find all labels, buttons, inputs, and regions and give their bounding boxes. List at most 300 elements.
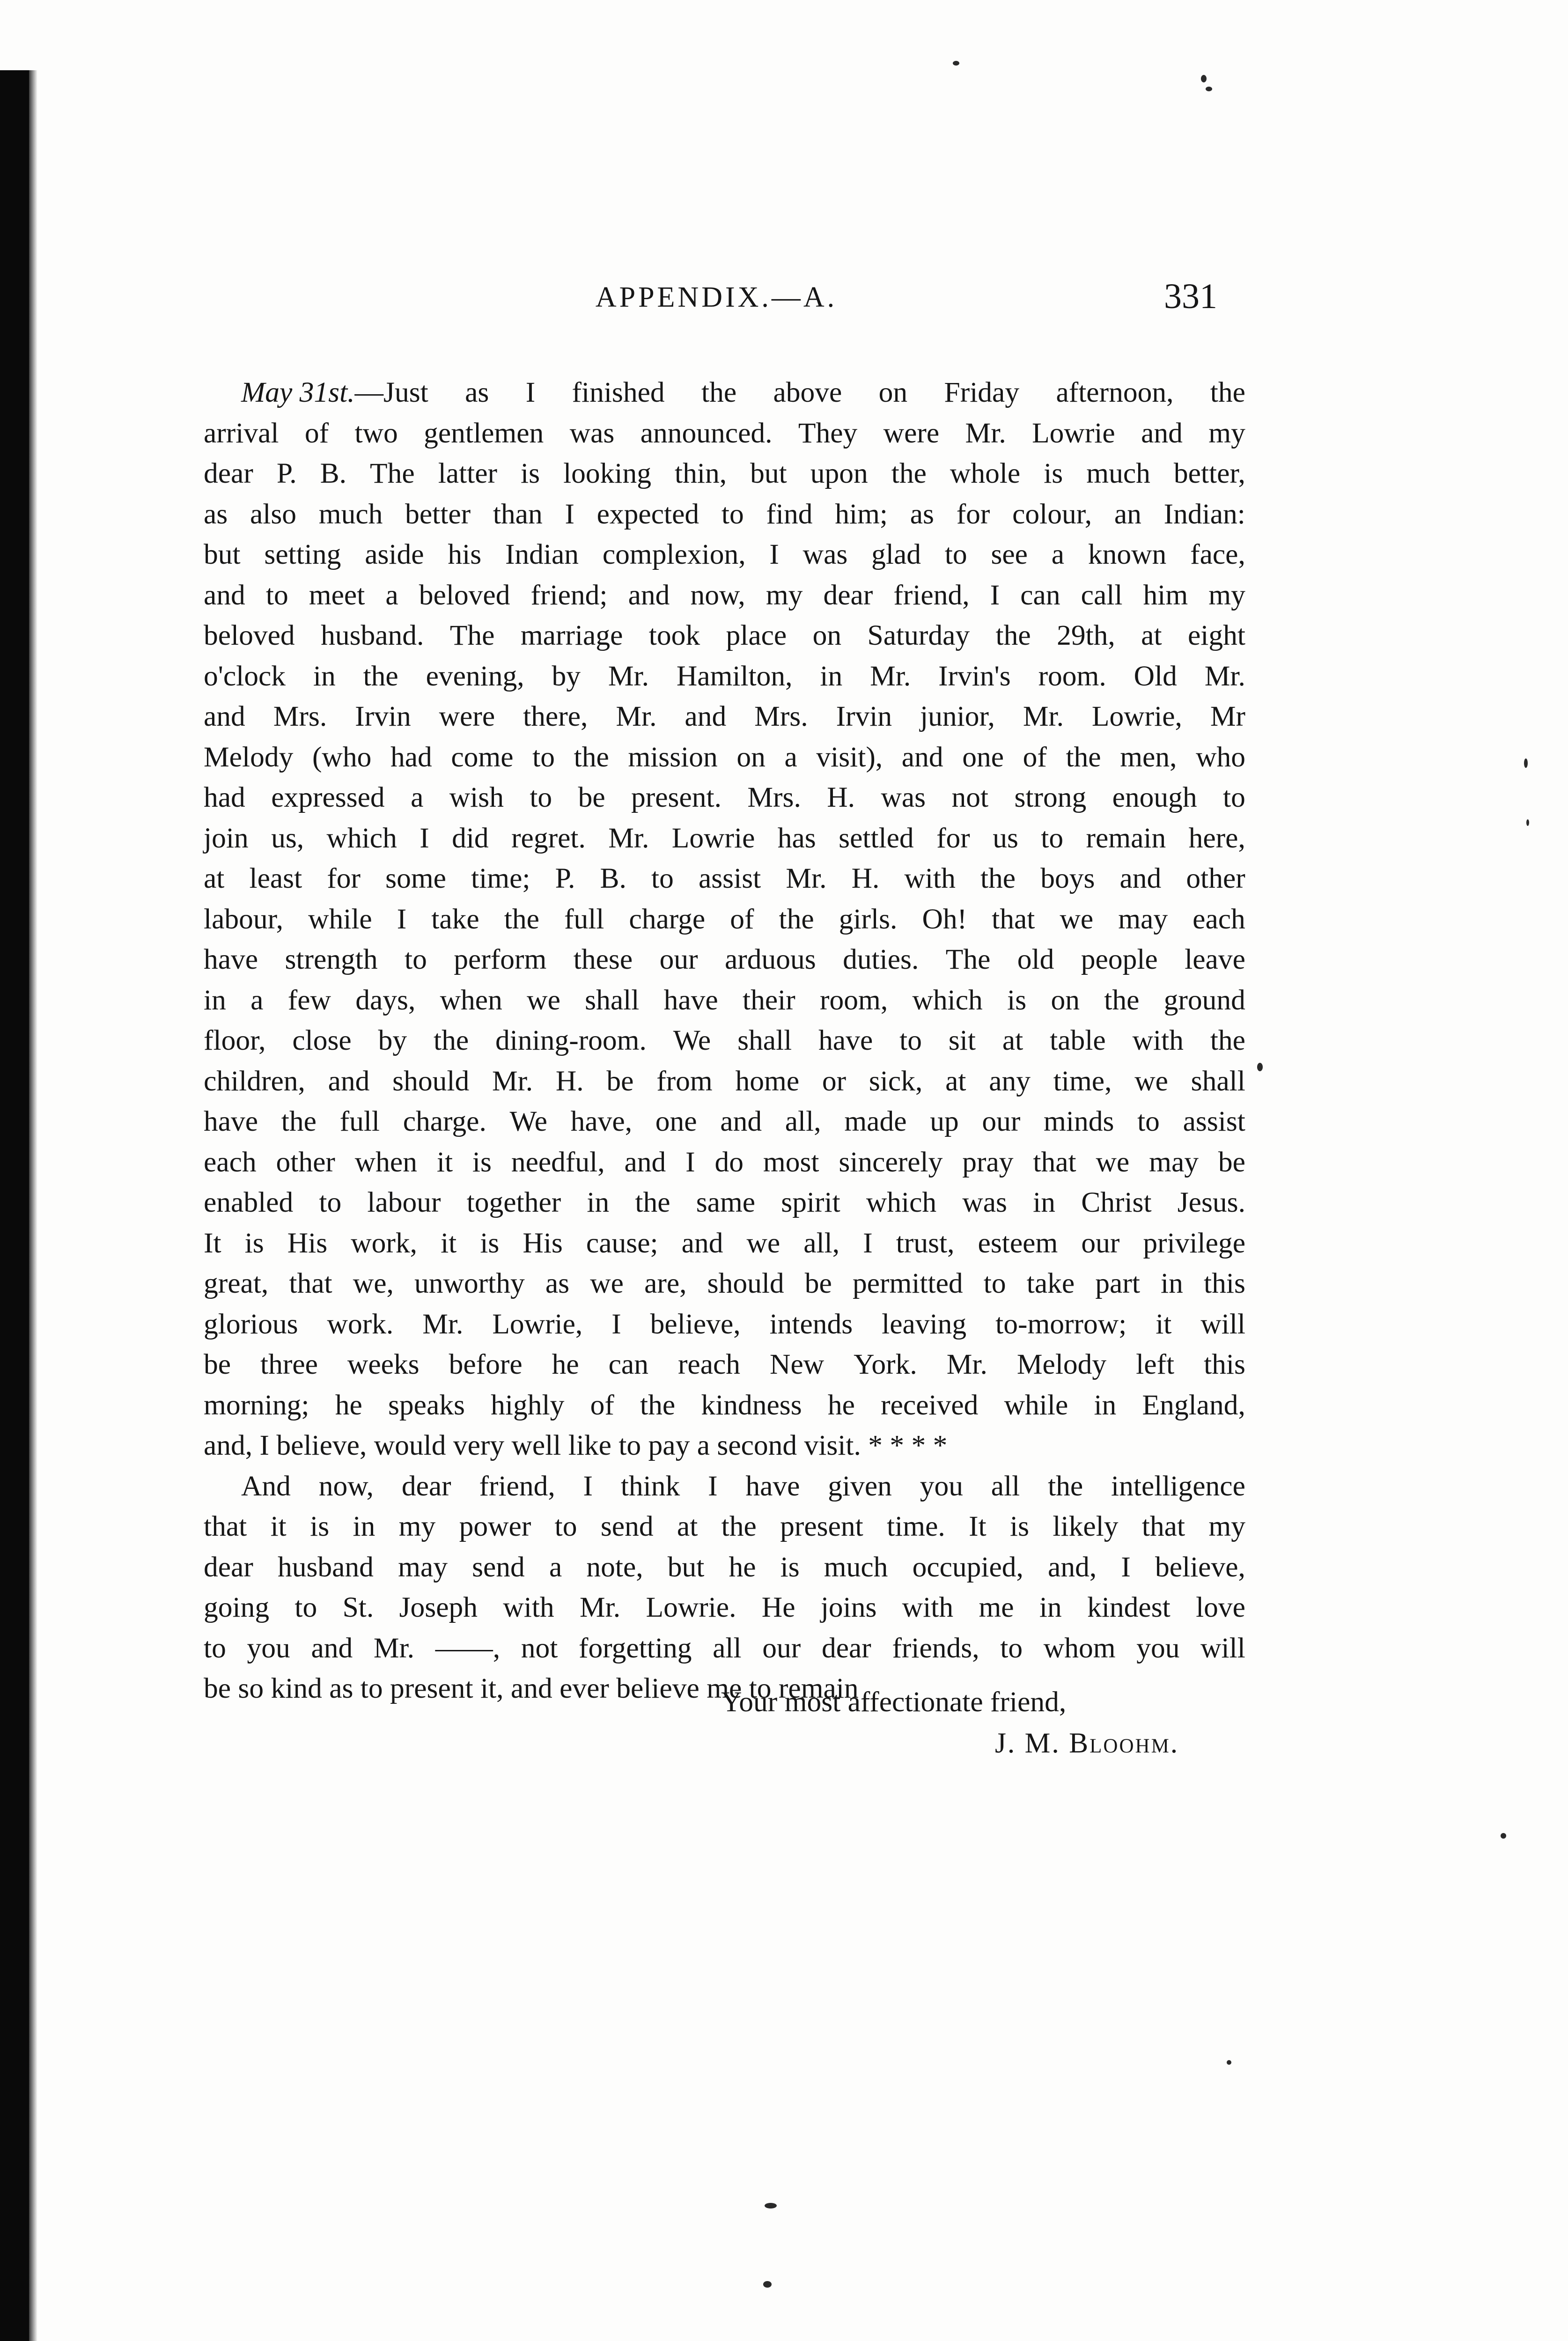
text-line [204, 494, 1245, 535]
word: my [1208, 1510, 1245, 1542]
word: was [569, 417, 615, 449]
word: with [904, 862, 956, 894]
word: regret. [511, 822, 586, 854]
word: and [1119, 862, 1162, 894]
word: intends [769, 1308, 853, 1340]
word: and [628, 579, 670, 611]
word: B. [600, 862, 626, 894]
word: least [249, 862, 302, 894]
word: the [980, 862, 1016, 894]
word: Mrs. [273, 700, 327, 732]
word: than [493, 498, 543, 530]
word: for [936, 822, 970, 854]
word: of [730, 903, 754, 935]
word: an [1114, 498, 1141, 530]
word: we, [353, 1267, 394, 1299]
paragraph-2-first-line [204, 1466, 1245, 1507]
first-line-rest [355, 372, 1245, 413]
word: of [1023, 741, 1047, 773]
word: He [761, 1591, 795, 1623]
word: now, [690, 579, 745, 611]
word: him; [835, 498, 888, 530]
word: take [1026, 1267, 1075, 1299]
word: sick, [869, 1065, 923, 1097]
word: arrival [204, 417, 279, 449]
word: the [1048, 1470, 1083, 1502]
word: the [995, 619, 1031, 651]
word: is [1007, 984, 1027, 1016]
word: floor, [204, 1024, 266, 1056]
word: joins [820, 1591, 877, 1623]
text-line [204, 534, 1245, 575]
word: Mr. [608, 822, 649, 854]
word: that [204, 1510, 247, 1542]
word: close [292, 1024, 352, 1056]
text-line [204, 899, 1245, 940]
word: is [480, 1227, 500, 1259]
word: labour [367, 1186, 441, 1218]
paragraph-1-last-line: and, I believe, would very well like to pay a second visit. * * * * [204, 1429, 948, 1461]
text-line [204, 1020, 1245, 1061]
word: and [204, 700, 245, 732]
word: on [878, 376, 908, 408]
word: sincerely [839, 1146, 943, 1178]
word: permitted [852, 1267, 963, 1299]
word: England, [1142, 1389, 1245, 1421]
word: by [552, 660, 581, 692]
word: I [685, 1146, 695, 1178]
word: he [335, 1389, 362, 1421]
word: 29th, [1057, 619, 1115, 651]
word: in [587, 1186, 610, 1218]
signature: J. M. Bloohm. [995, 1727, 1179, 1759]
word: in [353, 1510, 375, 1542]
word: Mr. [786, 862, 827, 894]
word: had [390, 741, 432, 773]
word: my [1208, 417, 1245, 449]
word: may [1149, 1146, 1199, 1178]
word: in [1033, 1186, 1056, 1218]
word: friend; [530, 579, 608, 611]
word: needful, [511, 1146, 605, 1178]
word: perform [454, 943, 547, 975]
text-line [204, 939, 1245, 980]
word: we [527, 984, 560, 1016]
word: to [721, 498, 744, 530]
word: my [398, 1510, 436, 1542]
word: shall [737, 1024, 792, 1056]
word: P. [555, 862, 575, 894]
word: Melody [1016, 1348, 1107, 1380]
word: to [554, 1510, 577, 1542]
word: dear [401, 1470, 451, 1502]
word: from [656, 1065, 713, 1097]
word: eight [1187, 619, 1245, 651]
word: received [881, 1389, 979, 1421]
word: forgetting [579, 1632, 692, 1664]
word: Lowrie. [646, 1591, 736, 1623]
word: arduous [724, 943, 816, 975]
word: dear [204, 1551, 253, 1583]
word: I [769, 538, 779, 570]
word: at [204, 862, 225, 894]
word: shall [1191, 1065, 1245, 1097]
word: the [504, 903, 539, 935]
word: men, [1120, 741, 1177, 773]
word: a [411, 781, 424, 813]
word: have [663, 984, 718, 1016]
word: we [746, 1227, 780, 1259]
word: some [385, 862, 446, 894]
word: to [1041, 822, 1064, 854]
word: occupied, [912, 1551, 1023, 1583]
word: weeks [347, 1348, 420, 1380]
word: to [899, 1024, 922, 1056]
word: the [1210, 376, 1245, 408]
word: have [818, 1024, 873, 1056]
word: send [472, 1551, 525, 1583]
word: given [828, 1470, 892, 1502]
scan-speck [763, 2281, 772, 2288]
word: to [1137, 1105, 1160, 1137]
word: together [466, 1186, 561, 1218]
word: in [1161, 1267, 1183, 1299]
word: are, [644, 1267, 687, 1299]
word: going [204, 1591, 270, 1623]
word: that [289, 1267, 332, 1299]
word: His [287, 1227, 328, 1259]
word: before [449, 1348, 523, 1380]
word: Oh! [922, 903, 967, 935]
word: great, [204, 1267, 269, 1299]
word: the [640, 1389, 676, 1421]
word: Mr. [580, 1591, 621, 1623]
word: trust, [896, 1227, 955, 1259]
word: on [812, 619, 842, 651]
word: have, [570, 1105, 633, 1137]
word: York. [854, 1348, 917, 1380]
word: we [1096, 1146, 1130, 1178]
text-line [204, 656, 1245, 697]
word: a [250, 984, 264, 1016]
word: the [574, 741, 609, 773]
word: meet [309, 579, 365, 611]
word: I [420, 822, 429, 854]
word: announced. [640, 417, 773, 449]
word: left [1136, 1348, 1175, 1380]
word: and [720, 1105, 762, 1137]
word: to [1223, 781, 1245, 813]
word: Mr. [616, 700, 657, 732]
word: the [779, 903, 814, 935]
word: was [881, 781, 926, 813]
word: time, [1053, 1065, 1112, 1097]
word: Saturday [867, 619, 970, 651]
word: had [204, 781, 245, 813]
word: their [743, 984, 795, 1016]
word: and [681, 1227, 723, 1259]
word: and [624, 1146, 666, 1178]
word: this [1204, 1267, 1245, 1299]
word: finished [572, 376, 665, 408]
word: We [673, 1024, 711, 1056]
word: at [1141, 619, 1162, 651]
word: Mrs. [747, 781, 801, 813]
word: mission [628, 741, 718, 773]
word: privilege [1143, 1227, 1245, 1259]
text-line [204, 1061, 1245, 1102]
word: to [944, 538, 967, 570]
word: all, [785, 1105, 821, 1137]
word: the [721, 1510, 757, 1542]
word: Melody [204, 741, 294, 773]
word: Mr. [492, 1065, 533, 1097]
text-line [204, 777, 1245, 818]
word: and [204, 579, 245, 611]
word: I [397, 903, 407, 935]
word: most [763, 1146, 819, 1178]
word: H. [827, 781, 855, 813]
word: we [1134, 1065, 1168, 1097]
word: as [910, 498, 934, 530]
word: you [1136, 1632, 1180, 1664]
word: husband. [321, 619, 424, 651]
word: B. [320, 457, 347, 489]
word: was [802, 538, 848, 570]
word: Mrs. [754, 700, 808, 732]
word: us [993, 822, 1018, 854]
word: now, [318, 1470, 374, 1502]
scan-speck [1257, 1063, 1263, 1071]
word: with [503, 1591, 554, 1623]
paragraph-2-last-line: be so kind as to present it, and ever believe me to remain [204, 1672, 859, 1704]
word: he [552, 1348, 579, 1380]
word: in [1039, 1591, 1062, 1623]
word: to [319, 1186, 342, 1218]
scan-speck [1206, 87, 1212, 91]
paragraph-1-first-line [204, 372, 1245, 413]
word: as [545, 1267, 570, 1299]
word: dear [821, 1632, 871, 1664]
word: complexion, [602, 538, 746, 570]
word: much [824, 1551, 888, 1583]
word: time; [471, 862, 530, 894]
word: take [431, 903, 479, 935]
word: face, [1190, 538, 1245, 570]
word: not [521, 1632, 558, 1664]
word: to-morrow; [995, 1308, 1127, 1340]
text-line [204, 1628, 1245, 1669]
word: Joseph [399, 1591, 478, 1623]
word: esteem [978, 1227, 1058, 1259]
word: has [777, 822, 816, 854]
running-head: APPENDIX.—A. [595, 281, 838, 313]
word: it [436, 1146, 453, 1178]
text-line [204, 980, 1245, 1021]
text-line [204, 1547, 1245, 1588]
word: and [685, 700, 727, 732]
word: kindest [1087, 1591, 1170, 1623]
word: my [766, 579, 803, 611]
word: the [1066, 741, 1101, 773]
word: known [1088, 538, 1167, 570]
word: other [276, 1146, 335, 1178]
date-lead: May 31st. [241, 376, 355, 408]
word: as [465, 376, 489, 408]
word: one [962, 741, 1004, 773]
word: this [1204, 1348, 1245, 1380]
page-header [197, 277, 1236, 337]
word: dear [204, 457, 253, 489]
word: unworthy [414, 1267, 525, 1299]
text-line [204, 1587, 1245, 1628]
scan-speck [1526, 819, 1529, 826]
word: Indian [505, 538, 579, 570]
word: will [1200, 1308, 1245, 1340]
word: aside [365, 538, 424, 570]
word: note, [586, 1551, 643, 1583]
word: but [750, 457, 787, 489]
word: it [441, 1227, 457, 1259]
word: may [398, 1551, 448, 1583]
word: all [713, 1632, 742, 1664]
word: here, [1188, 822, 1245, 854]
word: Mr. [608, 660, 649, 692]
word: our [659, 943, 698, 975]
word: were [439, 700, 495, 732]
page-number: 331 [1164, 277, 1217, 316]
text-line [204, 696, 1245, 737]
word: Mr. [965, 417, 1006, 449]
word: o'clock [204, 660, 286, 692]
word: present. [631, 781, 721, 813]
word: to [532, 741, 555, 773]
word: us, [271, 822, 304, 854]
word: above [773, 376, 842, 408]
word: can [608, 1348, 648, 1380]
word: that [1033, 1146, 1076, 1178]
word: minds [1044, 1105, 1114, 1137]
scan-speck [1501, 1833, 1506, 1839]
word: Mr. [946, 1348, 987, 1380]
word: assist [698, 862, 761, 894]
word: likely [1053, 1510, 1119, 1542]
word: charge [629, 903, 706, 935]
text-line [204, 1101, 1245, 1142]
word: a [549, 1551, 562, 1583]
word: colour, [1012, 498, 1092, 530]
word: boys [1040, 862, 1095, 894]
word: two [354, 417, 398, 449]
word: but [667, 1551, 705, 1583]
word: also [250, 498, 297, 530]
word: love [1196, 1591, 1245, 1623]
word: ——, [435, 1632, 501, 1664]
word: for [327, 862, 361, 894]
word: each [204, 1146, 257, 1178]
word: latter [438, 457, 498, 489]
word: to [204, 1632, 226, 1664]
word: I [611, 1308, 621, 1340]
word: up [930, 1105, 959, 1137]
scan-speck [1227, 2060, 1231, 2065]
word: he [729, 1551, 756, 1583]
word: at [1002, 1024, 1023, 1056]
word: full [339, 1105, 380, 1137]
word: will [1200, 1632, 1245, 1664]
word: Mr [1210, 700, 1245, 732]
word: and [328, 1065, 370, 1097]
word: do [714, 1146, 744, 1178]
word: old [1017, 943, 1054, 975]
word: a [385, 579, 398, 611]
word: the [1210, 1024, 1245, 1056]
binding-shadow [0, 70, 29, 2341]
word: visit), [816, 741, 883, 773]
word: him [1143, 579, 1188, 611]
word: P. [276, 457, 297, 489]
word: who [1196, 741, 1245, 773]
word: when [440, 984, 502, 1016]
word: table [1050, 1024, 1106, 1056]
word: assist [1183, 1105, 1245, 1137]
word: The [945, 943, 991, 975]
word: while [1004, 1389, 1068, 1421]
word: he [827, 1389, 855, 1421]
word: expected [596, 498, 699, 530]
text-line [204, 818, 1245, 859]
word: at [945, 1065, 966, 1097]
word: His [523, 1227, 563, 1259]
text-line [204, 1263, 1245, 1304]
word: in [1094, 1389, 1117, 1421]
body-text [204, 372, 1245, 1709]
word: the [281, 1105, 317, 1137]
word: pray [962, 1146, 1014, 1178]
text-line [204, 453, 1245, 494]
word: room, [820, 984, 888, 1016]
word: enabled [204, 1186, 294, 1218]
word: Lowrie, [492, 1308, 583, 1340]
word: to [1000, 1632, 1023, 1664]
word: It [204, 1227, 221, 1259]
word: were [883, 417, 940, 449]
word: labour, [204, 903, 284, 935]
scan-speck [1201, 75, 1207, 82]
word: in [820, 660, 843, 692]
word: settled [839, 822, 914, 854]
word: Indian: [1163, 498, 1245, 530]
word: whom [1043, 1632, 1116, 1664]
word: send [600, 1510, 654, 1542]
word: there, [523, 700, 588, 732]
word: his [448, 538, 482, 570]
word: our [982, 1105, 1021, 1137]
word: spirit [781, 1186, 840, 1218]
text-line [204, 1506, 1245, 1547]
word: Old [1134, 660, 1177, 692]
word: a [784, 741, 797, 773]
scan-speck [765, 2203, 777, 2208]
word: on [1051, 984, 1080, 1016]
word: few [287, 984, 331, 1016]
word: at [677, 1510, 698, 1542]
word: And [241, 1470, 291, 1502]
text-line [204, 615, 1245, 656]
word: in [204, 984, 226, 1016]
word: the [891, 457, 927, 489]
paragraph-1 [204, 413, 1245, 1426]
